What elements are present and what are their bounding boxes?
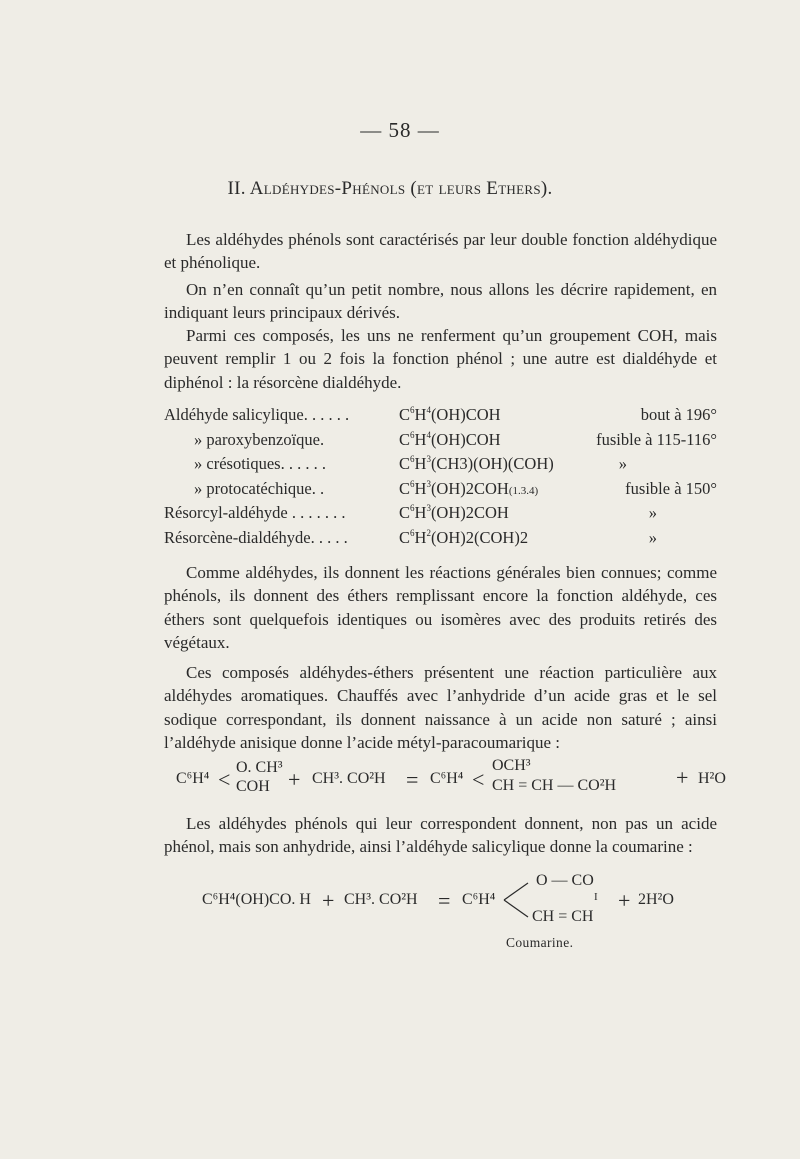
compound-formula: $C^6H^3(CH3)(OH)(COH)$ <box>399 454 554 473</box>
compound-property: » <box>618 454 627 473</box>
compound-row <box>164 454 717 479</box>
paragraph-1: Les aldéhydes phénols sont caractérisés par leur double fonction aldéhydique et phénolique. <box>164 230 717 273</box>
compound-property: fusible à 150° <box>625 478 717 498</box>
eq2-bottom: CH = CH <box>532 908 594 925</box>
compound-name: Résorcène-dialdéhyde. . . . . <box>164 527 348 547</box>
page-number: — 58 — <box>360 118 440 142</box>
eq2-equals: = <box>438 888 451 913</box>
compound-property: » <box>648 527 657 547</box>
compound-row <box>164 503 717 528</box>
paragraph-5: Ces composés aldéhydes-éthers présentent une réaction particulière aux aldéhydes aromatiques. Chauffés avec l’anhydride d’un acide gras et le sel sodique correspondant, ils donnent naissance à un acide non saturé ; ainsi l’aldéhyde anisique donne l’acide métyl-paracoumarique : <box>164 663 717 752</box>
eq1-right: C⁶H⁴ <box>430 770 464 787</box>
eq1-left: C⁶H⁴ <box>176 770 210 787</box>
compound-row <box>164 479 717 504</box>
paragraph-2: On n’en connaît qu’un petit nombre, nous allons les décrire rapidement, en indiquant leurs principaux dérivés. <box>164 280 717 323</box>
eq2-mid: CH³. CO²H <box>344 891 418 908</box>
paragraph-6: Les aldéhydes phénols qui leur correspondent donnent, non pas un acide phénol, mais son anhydride, ainsi l’aldéhyde salicylique donne la coumarine : <box>164 814 717 857</box>
eq1-right-top: OCH³ <box>492 757 531 774</box>
caption-coumarine: Coumarine. <box>506 935 574 950</box>
compound-property: fusible à 115-116° <box>596 429 717 449</box>
less-than-symbol: < <box>472 767 485 792</box>
compound-property: » <box>648 503 657 522</box>
eq2-top: O — CO <box>536 872 594 889</box>
less-than-symbol: < <box>218 767 231 792</box>
eq1-mid: CH³. CO²H <box>312 770 386 787</box>
eq1-right-bottom: CH = CH — CO²H <box>492 777 617 794</box>
equation-coumarin <box>202 872 702 932</box>
eq1-end: H²O <box>698 770 726 787</box>
eq1-left-top: O. CH³ <box>236 759 283 776</box>
eq1-equals: = <box>406 767 419 792</box>
eq2-plus: + <box>322 888 335 913</box>
eq1-plus: + <box>288 767 301 792</box>
compound-name: » paroxybenzoïque. <box>194 429 325 449</box>
section-title: II. Aldéhydes-Phénols (et leurs Ethers). <box>227 178 553 199</box>
eq1-left-bottom: COH <box>236 778 270 795</box>
compounds-table <box>164 405 717 552</box>
compound-name: Résorcyl-aldéhyde . . . . . . . <box>164 503 346 522</box>
compound-formula: $C^6H^4(OH)COH$ <box>399 429 501 449</box>
compound-formula: $C^6H^3(OH)2COH$ <box>399 503 509 522</box>
eq2-right: C⁶H⁴ <box>462 891 496 908</box>
compound-property: bout à 196° <box>640 405 717 424</box>
eq2-left: C⁶H⁴(OH)CO. H <box>202 891 311 908</box>
eq2-end: 2H²O <box>638 891 674 908</box>
compound-name: » protocatéchique. . <box>194 478 325 498</box>
compound-row <box>164 405 717 430</box>
eq2-plus: + <box>618 888 631 913</box>
ring-bond-lines <box>502 880 532 920</box>
compound-row <box>164 430 717 455</box>
eq2-vertical-bond: I <box>594 891 598 903</box>
paragraph-4: Comme aldéhydes, ils donnent les réactions générales bien connues; comme phénols, ils donnent des éthers remplissant encore la fonction aldéhyde, ces éthers sont quelquefois identiques ou isomères avec des produits retirés des végétaux. <box>164 563 717 652</box>
compound-name: Aldéhyde salicylique. . . . . . <box>164 405 350 424</box>
compound-formula: $C^6H^3(OH)2COH(1.3.4)$ <box>399 478 539 498</box>
compound-formula: $C^6H^4(OH)COH$ <box>399 405 501 424</box>
compound-name: » crésotiques. . . . . . <box>194 454 326 473</box>
compound-row <box>164 528 717 553</box>
compound-formula: $C^6H^2(OH)2(COH)2$ <box>399 527 529 547</box>
equation-methyl-paracoumaric <box>176 757 726 801</box>
paragraph-3: Parmi ces composés, les uns ne renferment qu’un groupement COH, mais peuvent remplir 1 ou 2 fois la fonction phénol ; une autre est dialdéhyde et diphénol : la résorcène dialdéhyde. <box>164 326 717 392</box>
eq1-plus: + <box>676 765 689 790</box>
